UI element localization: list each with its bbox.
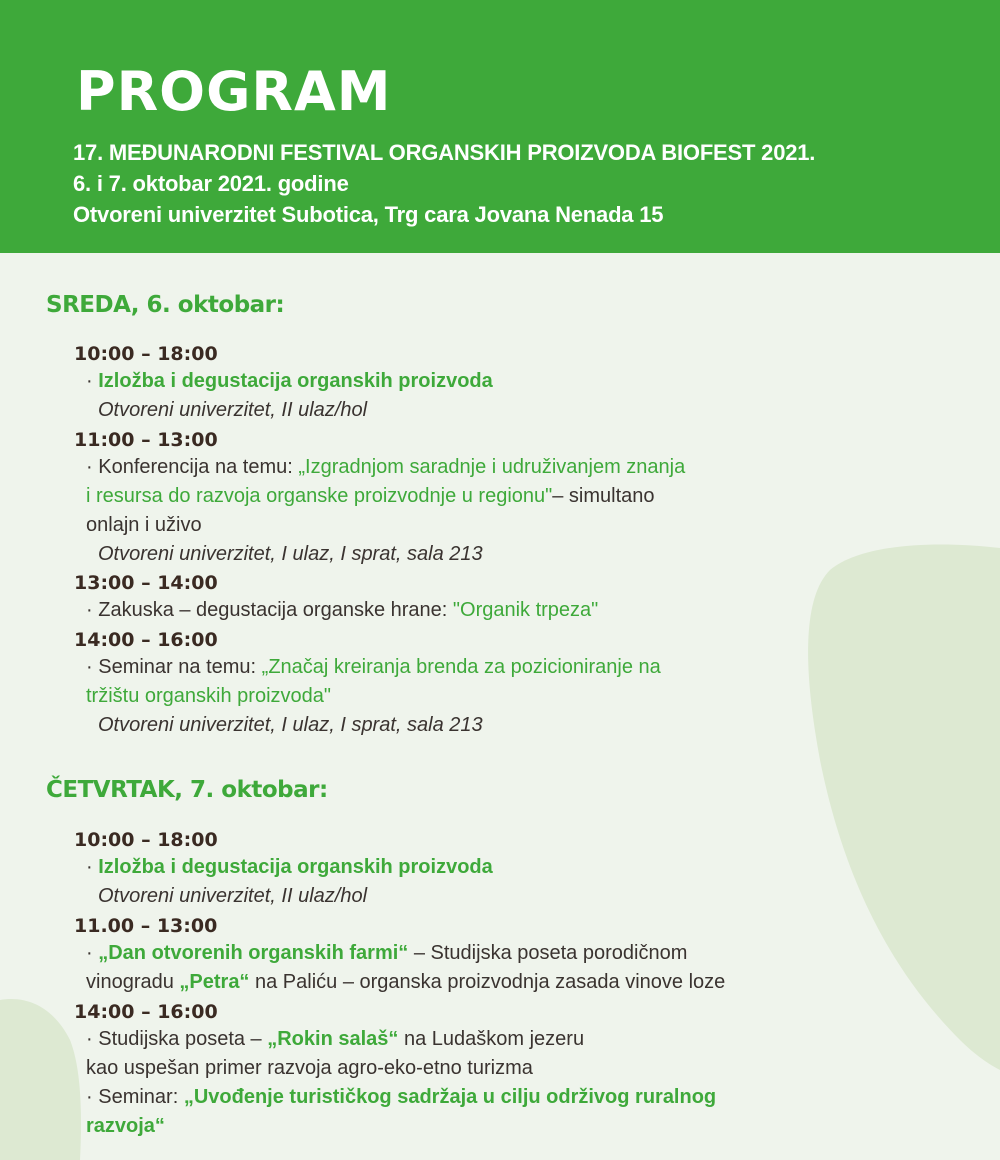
event-suffix-line: onlajn i uživo bbox=[86, 514, 202, 536]
slot-item bbox=[86, 599, 598, 622]
event-title: „Izgradnjom saradnje i udruživanjem znanja bbox=[298, 456, 686, 478]
bullet: · bbox=[86, 1028, 93, 1050]
bullet: · bbox=[86, 599, 93, 621]
event-suffix: na Ludaškom jezeru bbox=[398, 1028, 585, 1050]
bullet: · bbox=[86, 456, 93, 478]
event-description: kao uspešan primer razvoja agro-eko-etno turizma bbox=[86, 1057, 533, 1079]
event-title: „Dan otvorenih organskih farmi“ bbox=[98, 942, 409, 964]
event-title: „Petra“ bbox=[179, 971, 250, 993]
event-prefix: Seminar na temu: bbox=[98, 656, 262, 678]
slot-time: 13:00 – 14:00 bbox=[74, 572, 218, 594]
slot-time: 10:00 – 18:00 bbox=[74, 343, 218, 365]
event-title: „Značaj kreiranja brenda za pozicioniranje na bbox=[261, 656, 661, 678]
event-prefix: Zakuska – degustacija organske hrane: bbox=[98, 599, 453, 621]
bullet: · bbox=[86, 942, 93, 964]
event-suffix: – Studijska poseta porodičnom bbox=[408, 942, 688, 964]
slot-time: 11:00 – 13:00 bbox=[74, 429, 218, 451]
slot-item bbox=[86, 456, 685, 479]
event-suffix: na Paliću – organska proizvodnja zasada vinove loze bbox=[249, 971, 726, 993]
slot-item-line bbox=[86, 485, 655, 508]
bullet: · bbox=[86, 1086, 93, 1108]
event-title-cont: tržištu organskih proizvoda" bbox=[86, 685, 331, 707]
bullet: · bbox=[86, 856, 93, 878]
slot-item bbox=[86, 656, 661, 679]
event-title: "Organik trpeza" bbox=[452, 599, 599, 621]
event-title-cont: razvoja“ bbox=[86, 1115, 165, 1137]
slot-item bbox=[86, 370, 493, 393]
festival-venue: Otvoreni univerzitet Subotica, Trg cara Jovana Nenada 15 bbox=[73, 202, 664, 227]
event-prefix: Studijska poseta – bbox=[98, 1028, 268, 1050]
festival-dates: 6. i 7. oktobar 2021. godine bbox=[73, 171, 349, 196]
event-prefix: Seminar: bbox=[98, 1086, 184, 1108]
event-title-cont: i resursa do razvoja organske proizvodnje u regionu" bbox=[86, 485, 553, 507]
event-prefix: Konferencija na temu: bbox=[98, 456, 299, 478]
event-location: Otvoreni univerzitet, II ulaz/hol bbox=[98, 399, 368, 421]
event-title: Izložba i degustacija organskih proizvoda bbox=[98, 370, 493, 392]
event-title: „Uvođenje turističkog sadržaja u cilju održivog ruralnog bbox=[183, 1086, 717, 1108]
bullet: · bbox=[86, 370, 93, 392]
event-title: Izložba i degustacija organskih proizvoda bbox=[98, 856, 493, 878]
day-heading: ČETVRTAK, 7. oktobar: bbox=[46, 777, 328, 803]
slot-time: 14:00 – 16:00 bbox=[74, 1001, 218, 1023]
slot-item bbox=[86, 1028, 584, 1051]
event-location: Otvoreni univerzitet, I ulaz, I sprat, sala 213 bbox=[98, 543, 483, 565]
event-location: Otvoreni univerzitet, I ulaz, I sprat, sala 213 bbox=[98, 714, 483, 736]
slot-item-line bbox=[86, 971, 725, 994]
slot-time: 10:00 – 18:00 bbox=[74, 829, 218, 851]
slot-time: 14:00 – 16:00 bbox=[74, 629, 218, 651]
event-title: „Rokin salaš“ bbox=[267, 1028, 399, 1050]
festival-name: 17. MEĐUNARODNI FESTIVAL ORGANSKIH PROIZVODA BIOFEST 2021. bbox=[73, 140, 816, 165]
event-location: Otvoreni univerzitet, II ulaz/hol bbox=[98, 885, 368, 907]
event-prefix: vinogradu bbox=[86, 971, 180, 993]
slot-item bbox=[86, 942, 687, 965]
program-header bbox=[0, 0, 1000, 253]
day-heading: SREDA, 6. oktobar: bbox=[46, 292, 285, 318]
slot-item bbox=[86, 1086, 716, 1109]
page-title: PROGRAM bbox=[76, 60, 392, 123]
event-suffix: – simultano bbox=[552, 485, 655, 507]
slot-item bbox=[86, 856, 493, 879]
bullet: · bbox=[86, 656, 93, 678]
slot-time: 11.00 – 13:00 bbox=[74, 915, 218, 937]
